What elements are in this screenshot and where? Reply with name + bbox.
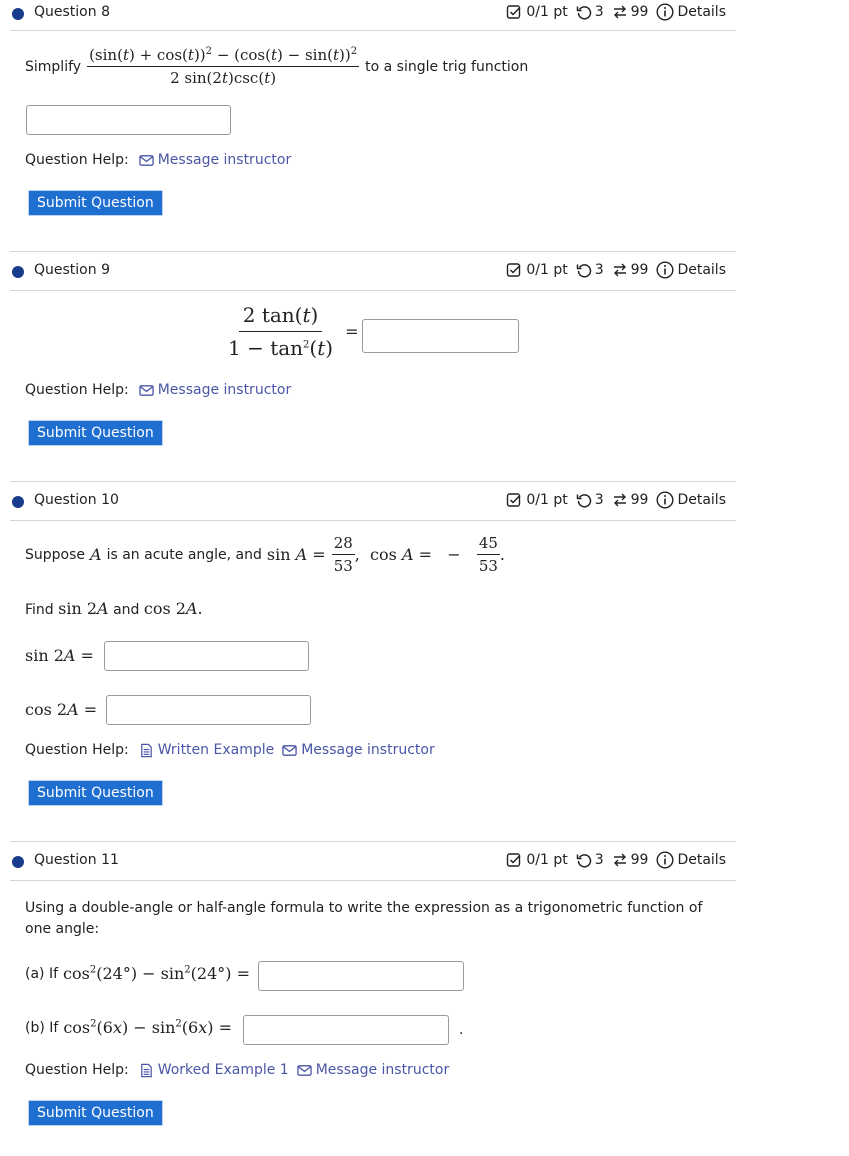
q8-suffix: to a single trig function — [365, 58, 529, 75]
sin2a-label: sin 2A = — [25, 646, 94, 665]
question-meta — [506, 3, 726, 21]
envelope-icon — [297, 1063, 312, 1078]
angle-a: 24 — [196, 964, 218, 983]
versions-count: 99 — [630, 852, 649, 868]
q9-help — [25, 382, 299, 398]
divider — [10, 481, 736, 482]
details-button[interactable] — [656, 261, 726, 279]
divider — [10, 251, 736, 252]
submit-button[interactable]: Submit Question — [28, 780, 163, 806]
score-text: 0/1 pt — [526, 262, 568, 278]
question-meta — [506, 851, 726, 869]
info-icon — [656, 3, 674, 21]
details-button[interactable] — [656, 491, 726, 509]
q11-prompt: Using a double-angle or half-angle formula to write the expression as a trigonometric function of one angle: — [25, 900, 703, 937]
retry-icon — [576, 492, 592, 508]
written-example-link[interactable] — [139, 742, 275, 758]
details-button[interactable] — [656, 851, 726, 869]
question-10-header — [10, 488, 736, 516]
part-a-label: (a) If — [25, 965, 59, 982]
question-8-header — [10, 0, 736, 28]
score-text: 0/1 pt — [526, 492, 568, 508]
q8-prompt — [25, 46, 528, 87]
swap-icon — [612, 4, 628, 20]
status-dot — [12, 266, 24, 278]
message-link-label: Message instructor — [157, 152, 292, 168]
check-square-icon — [506, 4, 522, 20]
check-square-icon — [506, 262, 522, 278]
q9-fraction: $\frac{2 \tan(t)}{1 - \tan^2(t)}$ — [228, 303, 334, 360]
divider — [10, 880, 736, 881]
message-instructor-link[interactable] — [139, 152, 292, 168]
versions-count: 99 — [630, 4, 649, 20]
sin2a-input[interactable] — [104, 641, 309, 671]
simplify-label: Simplify — [25, 58, 82, 75]
help-label: Question Help: — [25, 1062, 129, 1078]
info-icon — [656, 261, 674, 279]
q8-answer-input[interactable] — [26, 105, 231, 135]
divider — [10, 290, 736, 291]
status-dot — [12, 856, 24, 868]
envelope-icon — [282, 743, 297, 758]
document-icon — [139, 1063, 154, 1078]
worked-example-link[interactable] — [139, 1062, 289, 1078]
q9-answer-input[interactable] — [362, 319, 519, 353]
envelope-icon — [139, 383, 154, 398]
info-icon — [656, 491, 674, 509]
part-b-label: (b) If — [25, 1019, 59, 1036]
divider — [10, 30, 736, 31]
details-label: Details — [677, 852, 726, 868]
q10-intro2: is an acute angle, and — [106, 546, 262, 563]
q10-intro: Suppose — [25, 546, 86, 563]
details-label: Details — [677, 492, 726, 508]
details-label: Details — [677, 262, 726, 278]
written-example-label: Written Example — [157, 742, 275, 758]
message-link-label: Message instructor — [157, 382, 292, 398]
message-link-label: Message instructor — [301, 742, 435, 758]
score-text: 0/1 pt — [526, 4, 568, 20]
document-icon — [139, 743, 154, 758]
question-title: Question 11 — [34, 852, 119, 868]
question-title: Question 9 — [34, 262, 110, 278]
q9-equation: $\frac{2 \tan(t)}{1 - \tan^2(t)}$ = — [224, 303, 359, 360]
help-label: Question Help: — [25, 742, 129, 758]
retry-icon — [576, 262, 592, 278]
divider — [10, 841, 736, 842]
question-meta — [506, 261, 726, 279]
cos-numerator: 45 — [477, 534, 500, 555]
attempts-count: 3 — [594, 852, 604, 868]
period: . — [459, 1022, 464, 1038]
sin-numerator: 28 — [332, 534, 355, 555]
check-square-icon — [506, 492, 522, 508]
message-link-label: Message instructor — [315, 1062, 450, 1078]
q11-b-input[interactable] — [243, 1015, 449, 1045]
question-9-header — [10, 258, 736, 286]
q10-find: Find sin 2A and cos 2A. — [25, 599, 203, 618]
details-label: Details — [677, 4, 726, 20]
swap-icon — [612, 262, 628, 278]
envelope-icon — [139, 153, 154, 168]
message-instructor-link[interactable] — [297, 1062, 450, 1078]
help-label: Question Help: — [25, 382, 129, 398]
submit-button[interactable]: Submit Question — [28, 420, 163, 446]
message-instructor-link[interactable] — [282, 742, 435, 758]
help-label: Question Help: — [25, 152, 129, 168]
swap-icon — [612, 492, 628, 508]
check-square-icon — [506, 852, 522, 868]
q8-help — [25, 152, 299, 168]
submit-button[interactable]: Submit Question — [28, 1100, 163, 1126]
sin-denominator: 53 — [333, 557, 353, 575]
q8-fraction: $\frac{(\sin(t) + \cos(t))^2 - (\cos(t) - \sin(t))^2}{2 \sin(2t)\csc(t)}$ — [89, 46, 358, 87]
retry-icon — [576, 4, 592, 20]
score-text: 0/1 pt — [526, 852, 568, 868]
cos2a-input[interactable] — [106, 695, 311, 725]
info-icon — [656, 851, 674, 869]
angle-a: 24 — [102, 964, 123, 983]
attempts-count: 3 — [594, 4, 604, 20]
status-dot — [12, 496, 24, 508]
sin-fraction — [332, 534, 355, 575]
q11-a-input[interactable] — [258, 961, 464, 991]
swap-icon — [612, 852, 628, 868]
q10-prompt: Suppose A is an acute angle, and sin A = $\frac{28}{53}$ , cos A = − $\frac{45}{53}$ . — [25, 534, 506, 575]
submit-button[interactable]: Submit Question — [28, 190, 163, 216]
q11-part-b: (b) If $\cos^2(6x) - \sin^2(6x)$ = — [25, 1018, 232, 1037]
versions-count: 99 — [630, 492, 649, 508]
q11-part-a: (a) If $\cos^2(24^\circ) - \sin^2(24^\circ)$ = — [25, 964, 250, 983]
retry-icon — [576, 852, 592, 868]
question-title: Question 8 — [34, 4, 110, 20]
cos-denominator: 53 — [478, 557, 498, 575]
attempts-count: 3 — [594, 262, 604, 278]
cos-fraction — [477, 534, 500, 575]
worked-example-label: Worked Example 1 — [157, 1062, 289, 1078]
q11-help — [25, 1062, 457, 1078]
cos2a-label: cos 2A = — [25, 700, 98, 719]
question-title: Question 10 — [34, 492, 119, 508]
versions-count: 99 — [630, 262, 649, 278]
message-instructor-link[interactable] — [139, 382, 292, 398]
divider — [10, 520, 736, 521]
find-label: Find — [25, 602, 54, 618]
question-11-header — [10, 848, 736, 876]
attempts-count: 3 — [594, 492, 604, 508]
q10-help — [25, 742, 443, 758]
details-button[interactable] — [656, 3, 726, 21]
status-dot — [12, 8, 24, 20]
question-meta — [506, 491, 726, 509]
and-label: and — [113, 602, 140, 618]
